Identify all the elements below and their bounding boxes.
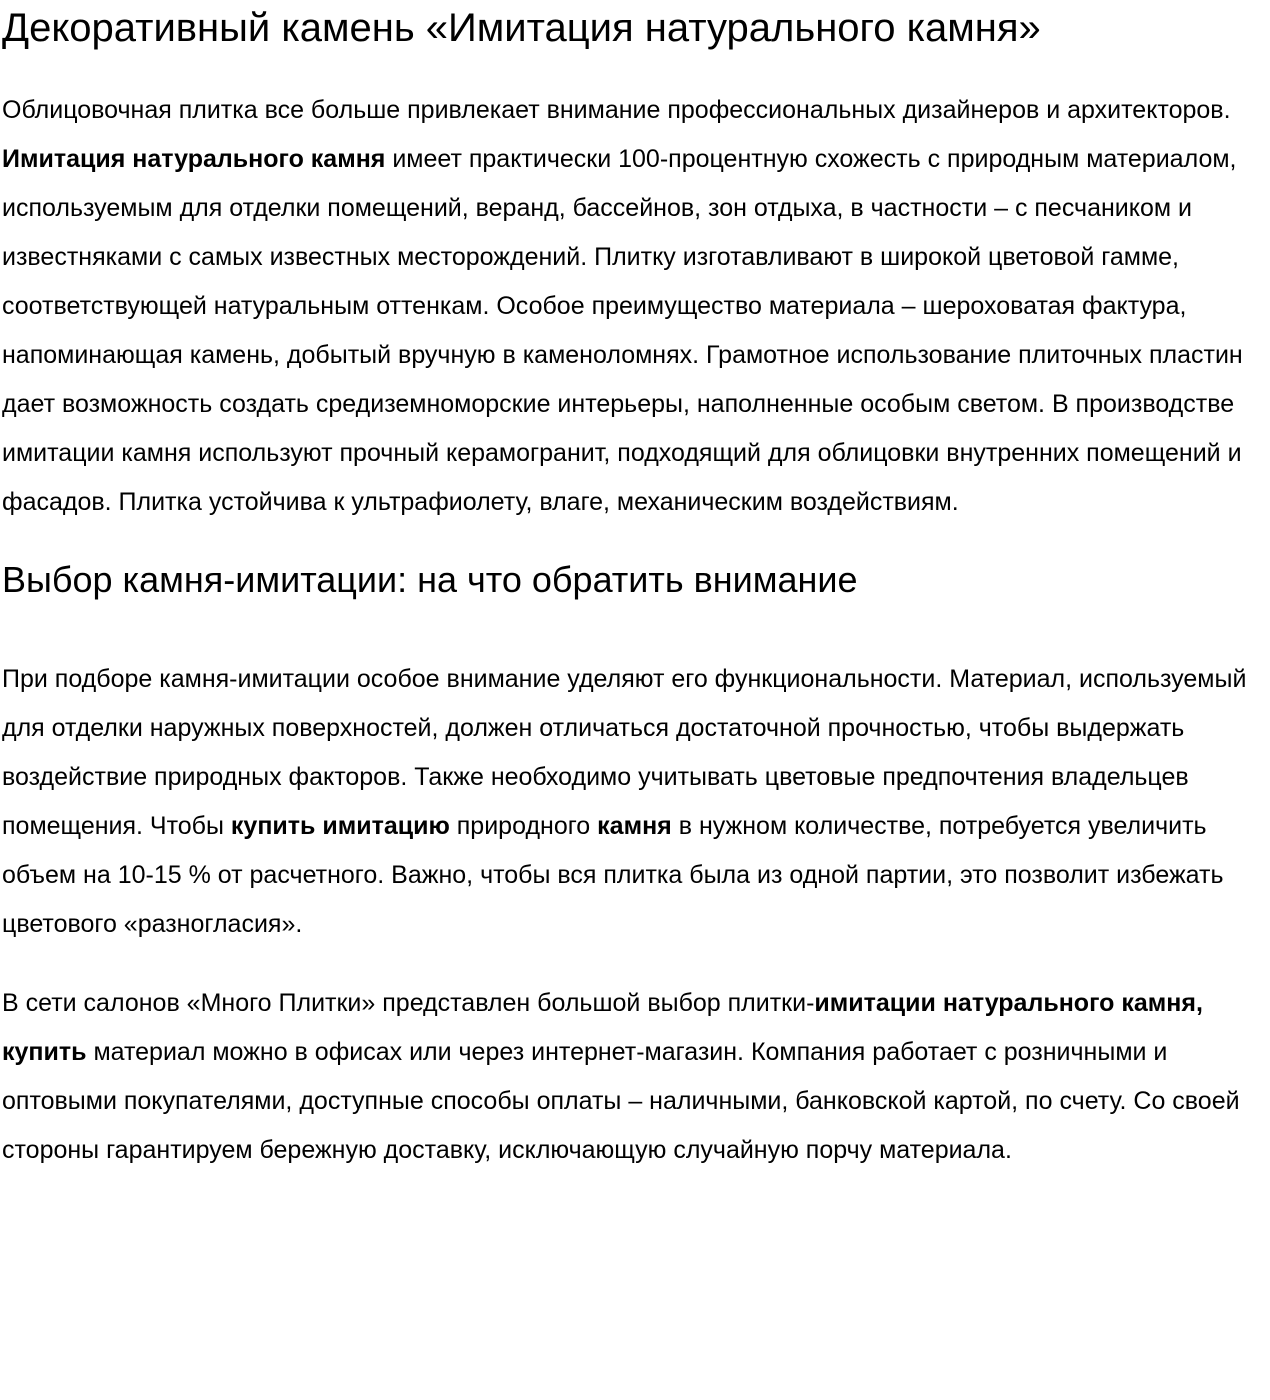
text-run: в нужном количестве, потребуется увеличить объем на 10-15 % от расчетного. Важно, чтобы вся плитка была из одной партии, это позволит избежать цветового «разногласия».: [2, 812, 1224, 938]
bold-text-run: Имитация натурального камня: [2, 145, 386, 173]
text-run: Облицовочная плитка все больше привлекает внимание профессиональных дизайнеров и архитекторов.: [2, 96, 1231, 124]
text-run: природного: [449, 812, 598, 840]
text-run: При подборе камня-имитации особое внимание уделяют его функциональности. Материал, используемый для отделки наружных поверхностей, должен отличаться достаточной прочностью, чтобы выдержать воздействие природных факторов. Также необходимо учитывать цветовые предпочтения владельцев помещения. Чтобы: [2, 665, 1247, 840]
text-run: имеет практически 100-процентную схожесть с природным материалом, используемым для отделки помещений, веранд, бассейнов, зон отдыха, в частности – с песчаником и известняками с самых известных месторождений. Плитку изготавливают в широкой цветовой гамме, соответствующей натуральным оттенкам. Особое преимущество материала – шероховатая фактура, напоминающая камень, добытый вручную в каменоломнях. Грамотное использование плиточных пластин дает возможность создать средиземноморские интерьеры, наполненные особым светом. В производстве имитации камня используют прочный керамогранит, подходящий для облицовки внутренних помещений и фасадов. Плитка устойчива к ультрафиолету, влаге, механическим воздействиям.: [2, 145, 1243, 516]
bold-text-run: камня: [597, 812, 672, 840]
selection-advice-paragraph: [2, 655, 1262, 949]
section-heading-selection: Выбор камня-имитации: на что обратить внимание: [2, 559, 858, 600]
bold-text-run: купить имитацию: [230, 812, 450, 840]
page-title: Декоративный камень «Имитация натурального камня»: [2, 6, 1041, 50]
text-run: материал можно в офисах или через интернет-магазин. Компания работает с розничными и оптовыми покупателями, доступные способы оплаты – наличными, банковской картой, по счету. Со своей стороны гарантируем бережную доставку, исключающую случайную порчу материала.: [2, 1038, 1240, 1164]
text-run: В сети салонов «Много Плитки» представлен большой выбор плитки-: [2, 989, 815, 1017]
store-info-paragraph: [2, 979, 1262, 1175]
intro-paragraph: [2, 86, 1262, 527]
bold-text-run: имитации натурального камня, купить: [2, 989, 1203, 1066]
